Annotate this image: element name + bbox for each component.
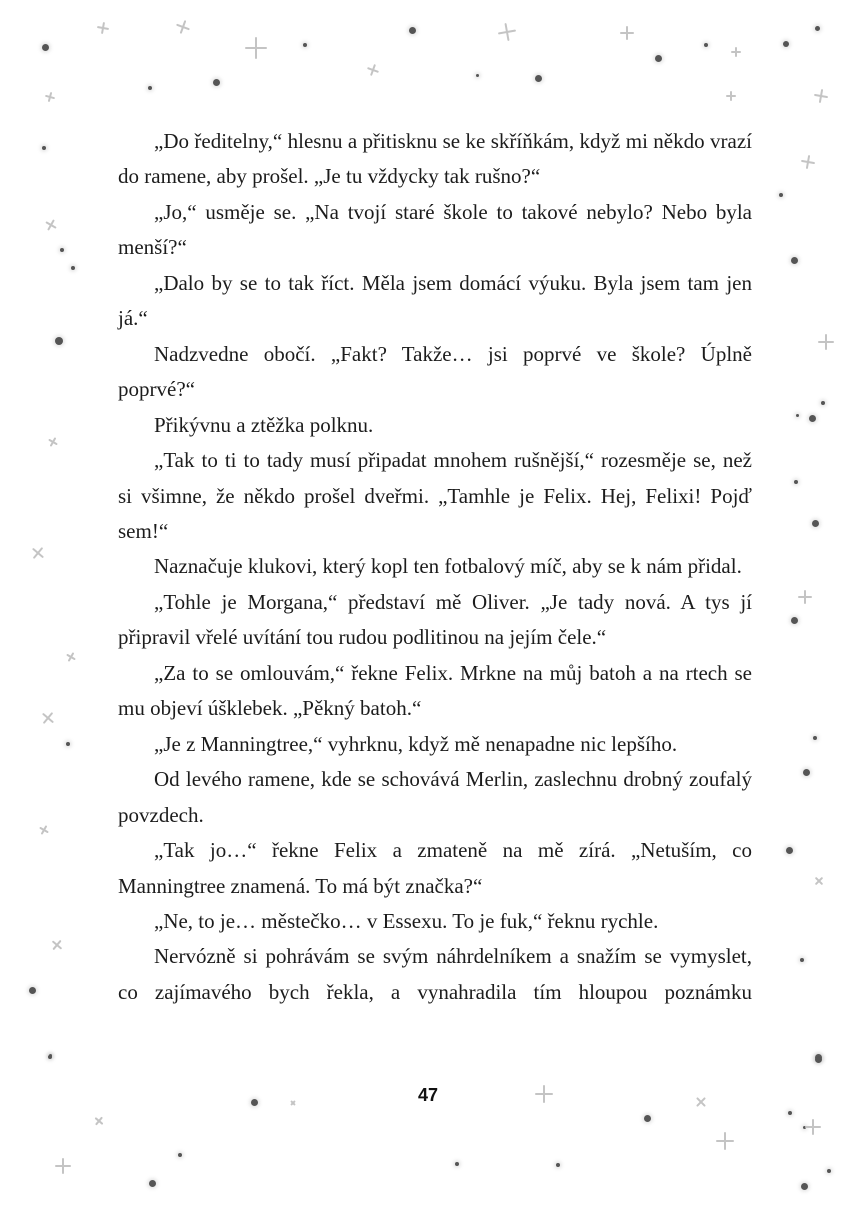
paragraph: „Je z Manningtree,“ vyhrknu, když mě nenapadne nic lepšího. bbox=[154, 731, 678, 756]
paragraph: Od levého ramene, kde se schovává Merlin, zaslechnu drobný zoufalý povzdech. bbox=[118, 767, 752, 827]
star-dot-icon bbox=[655, 55, 662, 62]
star-dot-icon bbox=[794, 480, 798, 484]
body-text bbox=[118, 124, 752, 1010]
star-dot-icon bbox=[812, 520, 819, 527]
star-dot-icon bbox=[644, 1115, 651, 1122]
paragraph: Nervózně si pohrávám se svým náhrdelníkem a snažím se vymyslet, co zajímavého bych řekla, a vynahradila tím hloupou poznámku bbox=[118, 944, 752, 1004]
star-dot-icon bbox=[476, 74, 479, 77]
star-dot-icon bbox=[29, 987, 36, 994]
star-dot-icon bbox=[66, 742, 70, 746]
star-dot-icon bbox=[178, 1153, 182, 1157]
star-dot-icon bbox=[55, 337, 63, 345]
star-dot-icon bbox=[42, 44, 49, 51]
star-dot-icon bbox=[455, 1162, 459, 1166]
paragraph: „Ne, to je… městečko… v Essexu. To je fuk,“ řeknu rychle. bbox=[154, 908, 659, 933]
star-dot-icon bbox=[779, 193, 783, 197]
star-dot-icon bbox=[535, 75, 542, 82]
star-dot-icon bbox=[704, 43, 708, 47]
star-dot-icon bbox=[809, 415, 816, 422]
paragraph: „Tak to ti to tady musí připadat mnohem rušnější,“ rozesměje se, než si všimne, že někdo prošel dveřmi. „Tamhle je Felix. Hej, Felixi! Pojď sem!“ bbox=[118, 448, 752, 543]
star-dot-icon bbox=[796, 414, 799, 417]
star-dot-icon bbox=[303, 43, 307, 47]
star-dot-icon bbox=[149, 1180, 156, 1187]
paragraph: „Za to se omlouvám,“ řekne Felix. Mrkne na můj batoh a na rtech se mu objeví úšklebek. „Pěkný batoh.“ bbox=[118, 660, 752, 721]
star-dot-icon bbox=[409, 27, 416, 34]
star-dot-icon bbox=[803, 769, 810, 776]
star-dot-icon bbox=[791, 617, 798, 624]
star-dot-icon bbox=[815, 26, 820, 31]
star-dot-icon bbox=[213, 79, 220, 86]
star-dot-icon bbox=[827, 1169, 831, 1173]
star-dot-icon bbox=[821, 401, 825, 405]
star-dot-icon bbox=[791, 257, 798, 264]
paragraph: Naznačuje klukovi, který kopl ten fotbalový míč, aby se k nám přidal. bbox=[154, 554, 742, 579]
star-dot-icon bbox=[783, 41, 789, 47]
star-dot-icon bbox=[801, 1183, 808, 1190]
paragraph: „Tak jo…“ řekne Felix a zmateně na mě zírá. „Netuším, co Manningtree znamená. To má být značka?“ bbox=[118, 838, 752, 898]
star-dot-icon bbox=[71, 266, 75, 270]
paragraph: „Tohle je Morgana,“ představí mě Oliver. „Je tady nová. A tys jí připravil vřelé uvítání tou rudou podlitinou na jejím čele.“ bbox=[118, 589, 752, 650]
paragraph: „Do ředitelny,“ hlesnu a přitisknu se ke skříňkám, když mi někdo vrazí do ramene, aby prošel. „Je tu vždycky tak rušno?“ bbox=[118, 129, 752, 189]
star-dot-icon bbox=[48, 1055, 52, 1059]
paragraph: „Jo,“ usměje se. „Na tvojí staré škole to takové nebylo? Nebo byla menší?“ bbox=[118, 199, 752, 260]
paragraph: Nadzvedne obočí. „Fakt? Takže… jsi poprvé ve škole? Úplně poprvé?“ bbox=[118, 341, 752, 402]
star-dot-icon bbox=[788, 1111, 792, 1115]
star-dot-icon bbox=[800, 958, 804, 962]
star-dot-icon bbox=[148, 86, 152, 90]
paragraph: „Dalo by se to tak říct. Měla jsem domácí výuku. Byla jsem tam jen já.“ bbox=[118, 270, 752, 331]
paragraph: Přikývnu a ztěžka polknu. bbox=[154, 412, 374, 437]
star-dot-icon bbox=[786, 847, 793, 854]
star-dot-icon bbox=[556, 1163, 560, 1167]
page-number: 47 bbox=[417, 1085, 439, 1105]
star-dot-icon bbox=[815, 1056, 822, 1063]
star-dot-icon bbox=[813, 736, 817, 740]
star-dot-icon bbox=[60, 248, 64, 252]
star-dot-icon bbox=[42, 146, 46, 150]
